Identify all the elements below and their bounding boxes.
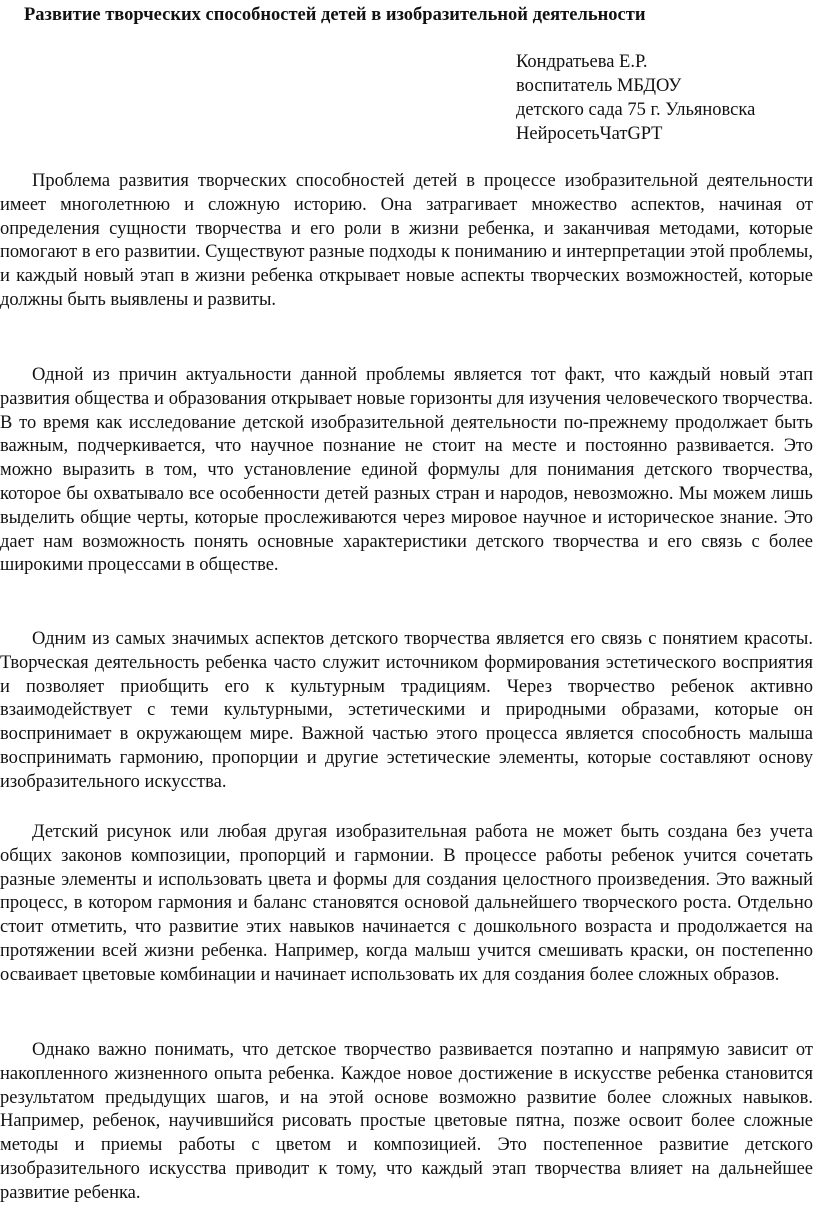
paragraph: Одним из самых значимых аспектов детского творчества является его связь с понятием красоты. Творческая деятельность ребенка часто служит источником формирования эстетического восприятия и позволяет приобщить его к культурным традициям. Через творчество ребенок активно взаимодействует с теми культурными, эстетическими и природными образами, которые он воспринимает в окружающем мире. Важной частью этого процесса является способность малыша воспринимать гармонию, пропорции и другие эстетические элементы, которые составляют основу изобразительного искусства. [0,629,813,792]
author-position: воспитатель МБДОУ [516,76,682,96]
author-organization: детского сада 75 г. Ульяновска [516,100,756,120]
paragraph: Проблема развития творческих способностей детей в процессе изобразительной деятельности имеет многолетнюю и сложную историю. Она затрагивает множество аспектов, начиная от определения сущности творчества и его роли в жизни ребенка, и заканчивая методами, которые помогают в его развитии. Существуют разные подходы к пониманию и интерпретации этой проблемы, и каждый новый этап в жизни ребенка открывает новые аспекты творческих возможностей, которые должны быть выявлены и развиты. [0,171,813,310]
paragraph: Детский рисунок или любая другая изобразительная работа не может быть создана без учета общих законов композиции, пропорций и гармонии. В процессе работы ребенок учится сочетать разные элементы и использовать цвета и формы для создания целостного произведения. Это важный процесс, в котором гармония и баланс становятся основой дальнейшего творческого роста. Отдельно стоит отметить, что развитие этих навыков начинается с дошкольного возраста и продолжается на протяжении всей жизни ребенка. Например, когда малыш учится смешивать краски, он постепенно осваивает цветовые комбинации и начинает использовать их для создания более сложных образов. [0,822,813,985]
paragraph: Однако важно понимать, что детское творчество развивается поэтапно и напрямую зависит от накопленного жизненного опыта ребенка. Каждое новое достижение в искусстве ребенка становится результатом предыдущих шагов, и на этой основе возможно развитие более сложных навыков. Например, ребенок, научившийся рисовать простые цветовые пятна, позже освоит более сложные методы и приемы работы с цветом и композицией. Это постепенное развитие детского изобразительного искусства приводит к тому, что каждый этап творчества влияет на дальнейшее развитие ребенка. [0,1040,813,1203]
author-name: Кондратьева Е.Р. [516,52,648,72]
document-title: Развитие творческих способностей детей в изобразительной деятельности [24,5,646,25]
author-block [516,50,755,146]
paragraph: Одной из причин актуальности данной проблемы является тот факт, что каждый новый этап развития общества и образования открывает новые горизонты для изучения человеческого творчества. В то время как исследование детской изобразительной деятельности по-прежнему продолжает быть важным, подчеркивается, что научное познание не стоит на месте и постоянно развивается. Это можно выразить в том, что установление единой формулы для понимания детского творчества, которое бы охватывало все особенности детей разных стран и народов, невозможно. Мы можем лишь выделить общие черты, которые прослеживаются через мировое научное и историческое знание. Это дает нам возможность понять основные характеристики детского творчества и его связь с более широкими процессами в обществе. [0,365,813,576]
author-coauthor: НейросетьЧатGPT [516,124,663,144]
